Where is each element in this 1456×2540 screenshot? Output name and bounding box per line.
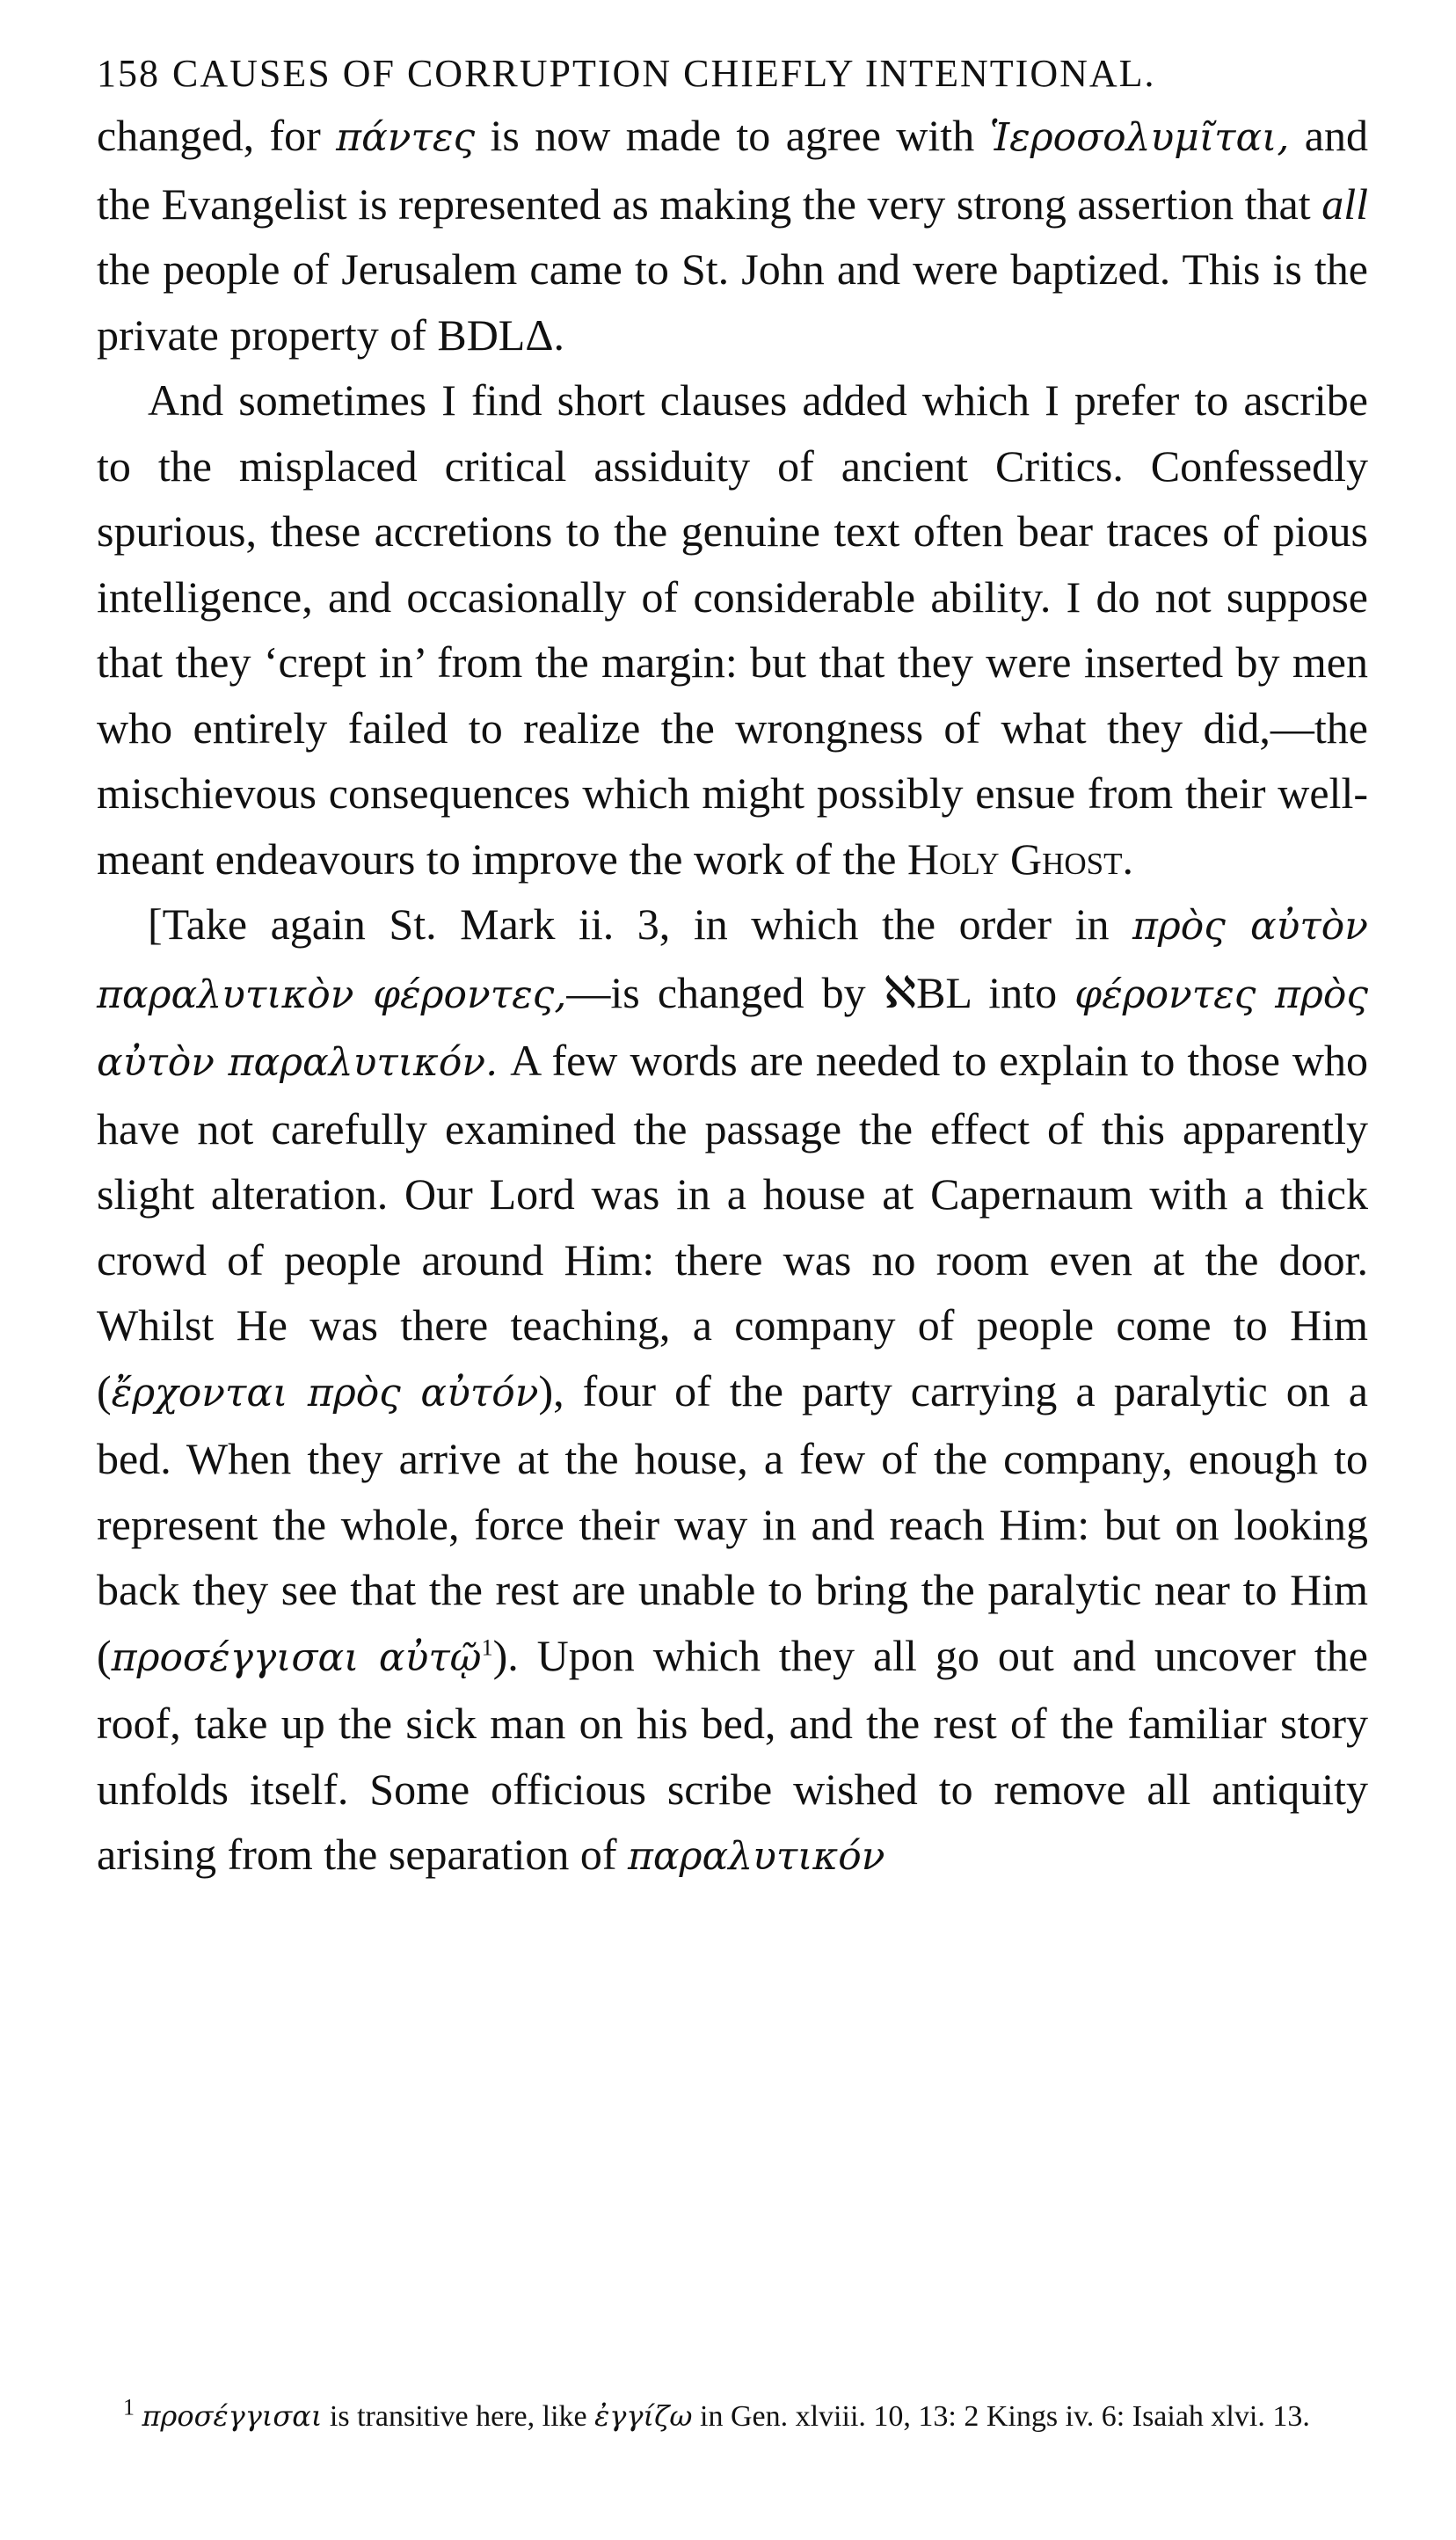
italic-text: all [1321,178,1368,229]
footnote-reference[interactable]: 1 [481,1634,493,1660]
paragraph-1 [97,103,1368,368]
footnote [97,2396,1368,2437]
greek-text: ἔρχονται πρὸς αὐτόν [111,1370,539,1416]
text-run: is transitive here, like [322,2400,595,2433]
page-number: 158 [97,52,160,95]
text-run: . [1122,833,1133,884]
greek-text: πρὸς αὐτὸν παραλυτικὸν φέροντες, [97,904,1368,1017]
text-run: is now made to agree with [475,111,990,160]
text-run: —is changed by ℵBL into [566,967,1075,1017]
greek-text: Ἱεροσολυμῖται, [989,115,1290,160]
text-run: the people of Jerusalem came to St. John and were baptized. This is the private property of BDLΔ. [97,244,1368,360]
greek-text: πάντες [336,115,476,160]
text-run: ), four of the party carrying a paralytic on a bed. When they arrive at the house, a few of the company, enough to represent the whole, force their way in and reach Him: but on looking back they see that the rest are unable to bring the paralytic near to Him ( [97,1365,1368,1680]
text-run: And sometimes I find short clauses added which I prefer to ascribe to the misplaced critical assiduity of ancient Critics. Confessedly spurious, these accretions to the genuine text often bear traces of pious intelligence, and occasionally of considerable ability. I do not suppose that they ‘crept in’ from the margin: but that they were inserted by men who entirely failed to realize the wrongness of what they did,—the mischievous consequences which might possibly ensue from their well-meant endeavours to improve the work of the [97,375,1368,884]
greek-text: φέροντες πρὸς αὐτὸν παραλυτικόν. [97,972,1368,1085]
paragraph-2 [97,368,1368,892]
text-run: and the Evangelist is represented as making the very strong assertion that [97,111,1368,229]
paragraph-3 [97,892,1368,1890]
text-run: in Gen. xlviii. 10, 13: 2 Kings iv. 6: Isaiah xlvi. 13. [692,2400,1310,2433]
text-run: A few words are needed to explain to those who have not carefully examined the passage the effect of this apparently slight alteration. Our Lord was in a house at Capernaum with a thick crowd of people around Him: there was no room even at the door. Whilst He was there teaching, a company of people come to Him ( [97,1036,1369,1416]
greek-text: παραλυτικόν [627,1834,885,1879]
text-run: changed, for [97,111,337,160]
greek-text: προσέγγισαι αὐτῷ [111,1634,482,1680]
greek-text: ἐγγίζω [594,2399,693,2433]
greek-text: προσέγγισαι [142,2399,323,2433]
text-run: [Take again St. Mark ii. 3, in which the order in [148,899,1133,949]
small-caps-text: Holy Ghost [906,833,1123,884]
text-run: ). Upon which they all go out and uncover the roof, take up the sick man on his bed, and the rest of the familiar story unfolds itself. Some officious scribe wished to remove all antiquity arising from the separation of [97,1630,1368,1879]
running-header [97,51,1368,96]
footnote-marker: 1 [123,2394,135,2420]
running-title: CAUSES OF CORRUPTION CHIEFLY INTENTIONAL. [172,52,1156,95]
